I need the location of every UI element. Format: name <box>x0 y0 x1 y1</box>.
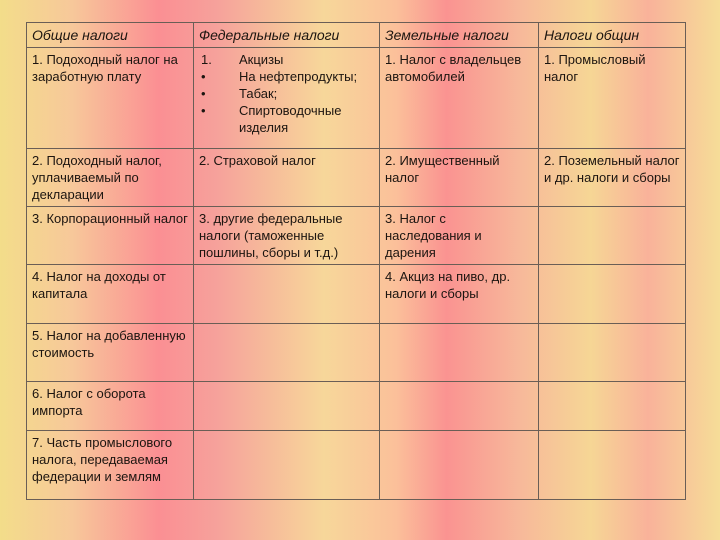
table-row <box>27 382 686 431</box>
table-cell: 1. Промысловый налог <box>539 48 686 149</box>
table-cell <box>194 265 380 324</box>
list-item: Табак; <box>239 86 278 101</box>
list-item: Спиртоводочные изделия <box>239 103 342 135</box>
table-cell: 6. Налог с оборота импорта <box>27 382 194 431</box>
table-row <box>27 431 686 500</box>
table-cell: 4. Акциз на пиво, др. налоги и сборы <box>380 265 539 324</box>
table-cell <box>380 431 539 500</box>
table-row <box>27 48 686 149</box>
table-cell: 7. Часть промыслового налога, передаваемая федерации и землям <box>27 431 194 500</box>
table-cell <box>194 382 380 431</box>
bullet-icon: • <box>201 86 206 101</box>
table-cell: 1. Налог с владельцев автомобилей <box>380 48 539 149</box>
table-cell <box>194 324 380 382</box>
list-item: Акцизы <box>239 52 284 67</box>
table-cell <box>539 324 686 382</box>
bullet-icon: • <box>201 69 206 84</box>
table-cell: 2. Имущественный налог <box>380 149 539 207</box>
table-cell: 3. другие федеральные налоги (таможенные пошлины, сборы и т.д.) <box>194 207 380 265</box>
bullet-icon: • <box>201 103 206 118</box>
table-row <box>27 324 686 382</box>
header-cell: Федеральные налоги <box>194 23 380 48</box>
tax-table <box>26 22 686 500</box>
table-cell <box>380 382 539 431</box>
table-cell: 3. Корпорационный налог <box>27 207 194 265</box>
table-row <box>27 149 686 207</box>
table-cell: 2. Поземельный налог и др. налоги и сборы <box>539 149 686 207</box>
header-cell: Земельные налоги <box>380 23 539 48</box>
table-cell <box>539 431 686 500</box>
table-cell: 4. Налог на доходы от капитала <box>27 265 194 324</box>
table-header-row <box>27 23 686 48</box>
table-cell: 2. Страховой налог <box>194 149 380 207</box>
table-cell <box>194 431 380 500</box>
list-item: На нефтепродукты; <box>239 69 358 84</box>
table-cell <box>539 207 686 265</box>
table-cell: 2. Подоходный налог, уплачиваемый по декларации <box>27 149 194 207</box>
table-cell <box>539 382 686 431</box>
table-cell: 1. Подоходный налог на заработную плату <box>27 48 194 149</box>
header-cell: Налоги общин <box>539 23 686 48</box>
header-cell: Общие налоги <box>27 23 194 48</box>
table-cell: 5. Налог на добавленную стоимость <box>27 324 194 382</box>
list-marker: 1. <box>201 52 212 67</box>
table-cell <box>380 324 539 382</box>
table-cell <box>539 265 686 324</box>
table-row <box>27 207 686 265</box>
federal-taxes-list <box>194 48 380 149</box>
table-cell: 3. Налог с наследования и дарения <box>380 207 539 265</box>
table-row <box>27 265 686 324</box>
